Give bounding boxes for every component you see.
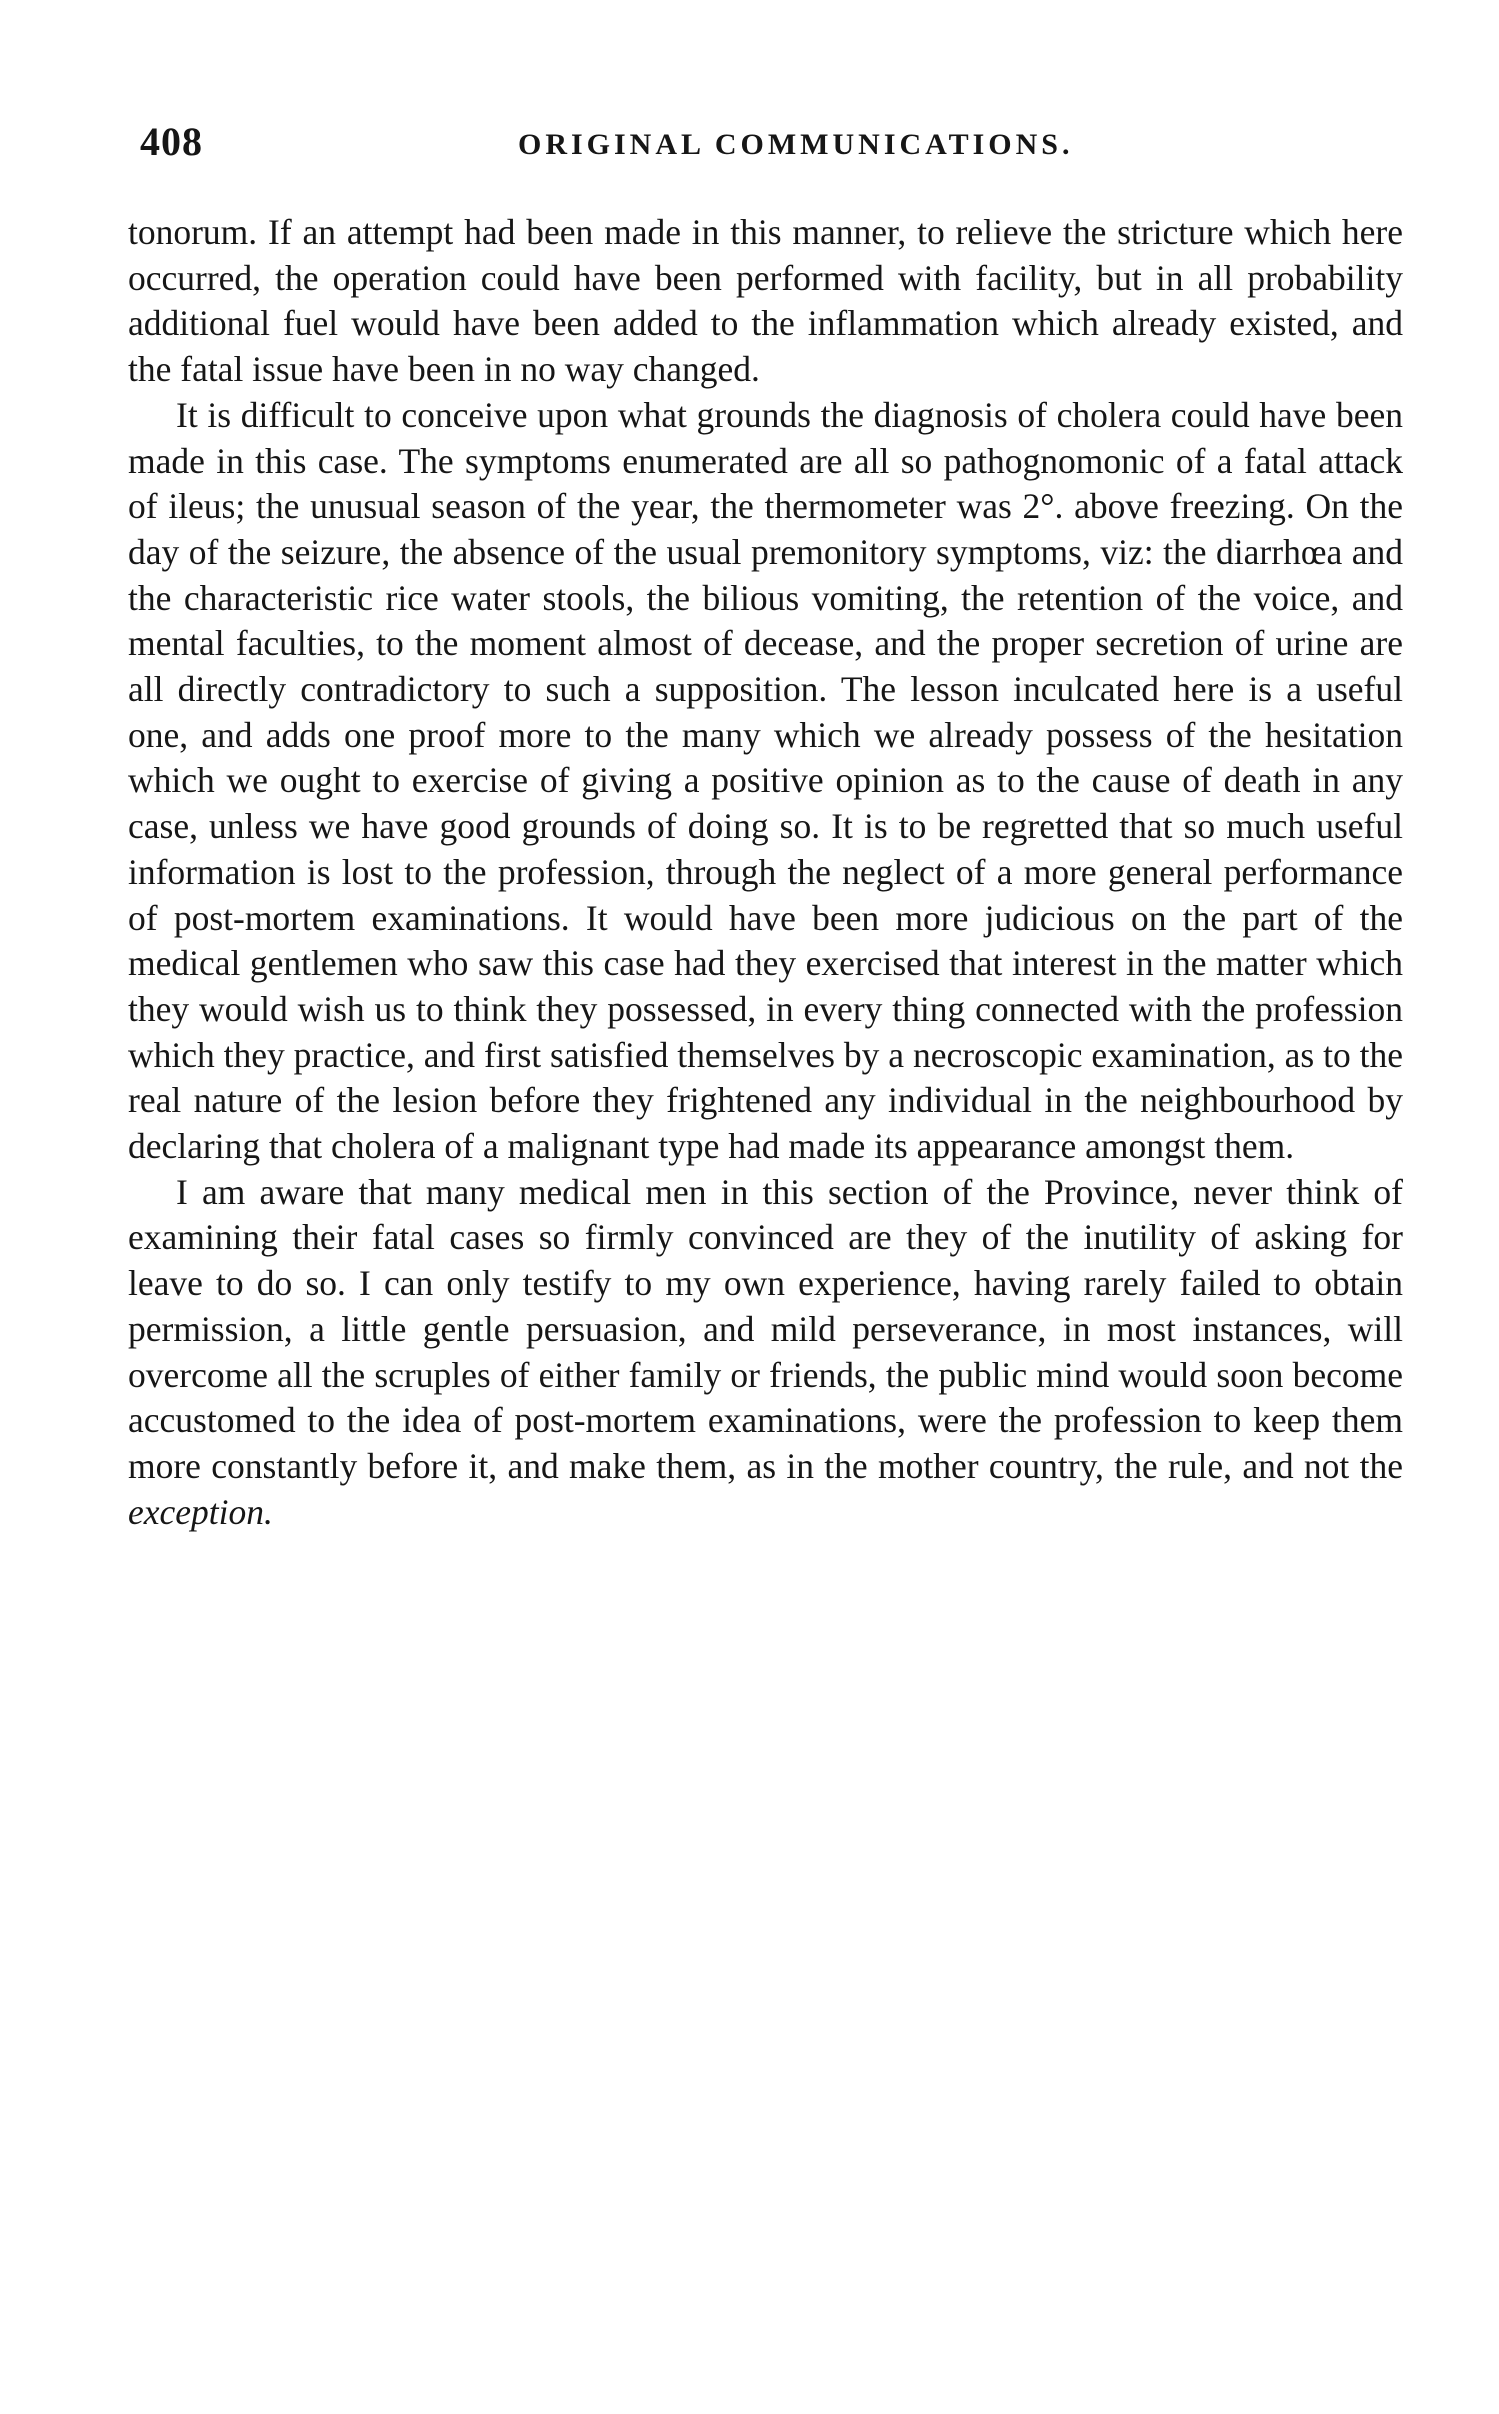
paragraph-1: tonorum. If an attempt had been made in this manner, to relieve the stricture which here occurred, the operation could have been performed with facility, but in all probability additional fuel would have been added to the inflammation which already existed, and the fatal issue have been in no way changed. xyxy=(128,212,1403,390)
italic-word: exception. xyxy=(128,1491,273,1532)
page-header xyxy=(128,118,1418,178)
paragraph-3 xyxy=(128,1170,1403,1536)
paragraph-3-text: I am aware that many medical men in this section of the Province, never think of examining their fatal cases so firmly convinced are they of the inutility of asking for leave to do so. I can only testify to my own experience, having rarely failed to obtain permission, a little gentle persuasion, and mild perseverance, in most instances, will overcome all the scruples of either family or friends, the public mind would soon become accustomed to the idea of post-mortem examinations, were the profession to keep them more constantly before it, and make them, as in the mother country, the rule, and not the xyxy=(128,1171,1403,1486)
running-head: ORIGINAL COMMUNICATIONS. xyxy=(518,128,1074,161)
page-number: 408 xyxy=(140,119,203,164)
paragraph-2: It is difficult to conceive upon what grounds the diagnosis of cholera could have been made in this case. The symptoms enumerated are all so pathognomonic of a fatal attack of ileus; the unusual season of the year, the thermometer was 2°. above freezing. On the day of the seizure, the absence of the usual premonitory symptoms, viz: the diarrhœa and the characteristic rice water stools, the bilious vomiting, the retention of the voice, and mental faculties, to the moment almost of decease, and the proper secretion of urine are all directly contradictory to such a supposition. The lesson inculcated here is a useful one, and adds one proof more to the many which we already possess of the hesitation which we ought to exercise of giving a positive opinion as to the cause of death in any case, unless we have good grounds of doing so. It is to be regretted that so much useful information is lost to the profession, through the neglect of a more general performance of post-mortem examinations. It would have been more judicious on the part of the medical gentlemen who saw this case had they exercised that interest in the matter which they would wish us to think they possessed, in every thing connected with the profession which they practice, and first satisfied themselves by a necroscopic examination, as to the real nature of the lesion before they frightened any individual in the neighbourhood by declaring that cholera of a malignant type had made its appearance amongst them. xyxy=(128,394,1403,1167)
body-text xyxy=(128,210,1403,1535)
